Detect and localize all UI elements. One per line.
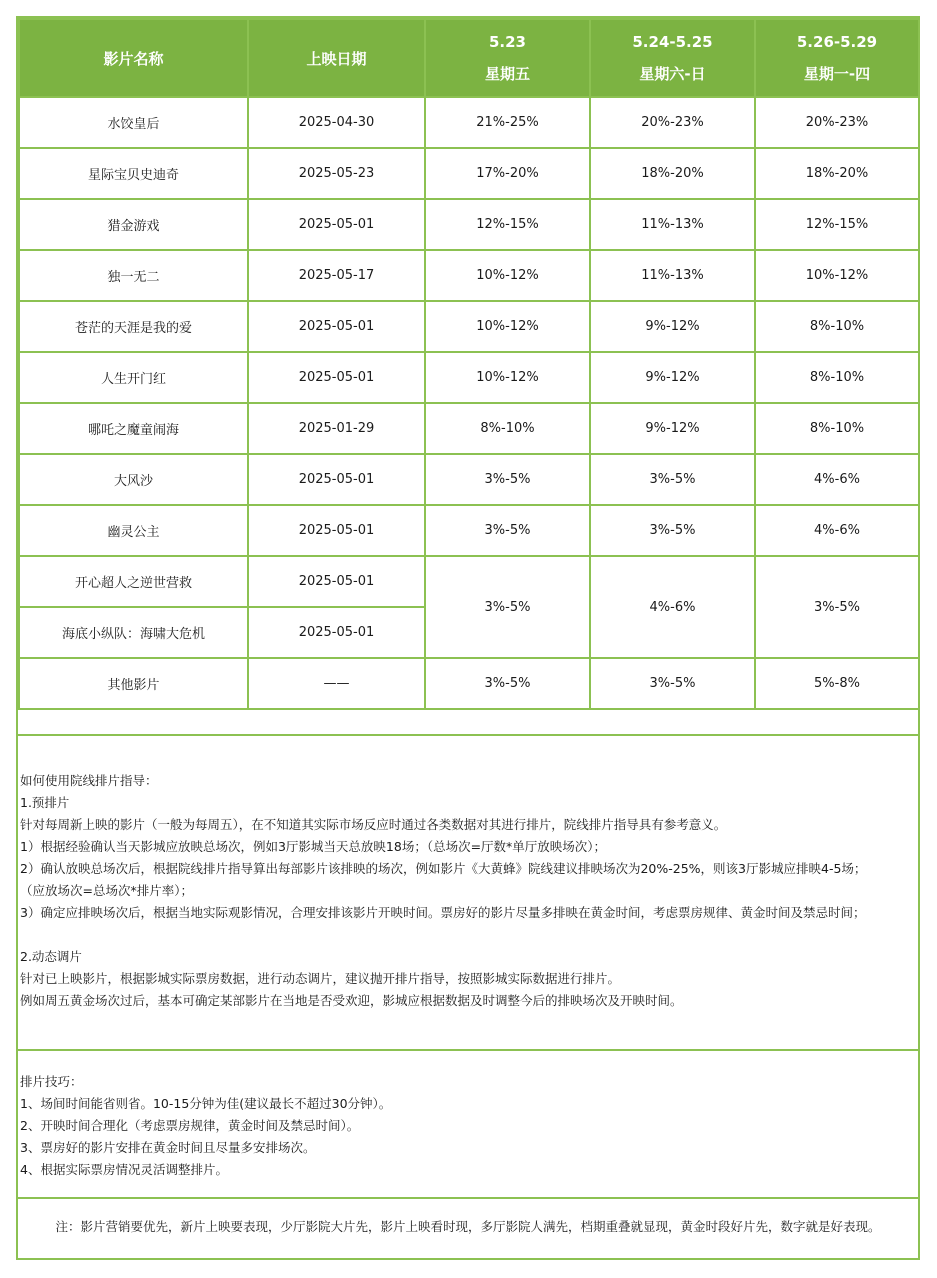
- share-period-1: 3%-5%: [425, 658, 590, 709]
- film-name: 大风沙: [19, 454, 248, 505]
- release-date: 2025-05-01: [248, 556, 425, 607]
- header-release-date: 上映日期: [248, 19, 425, 97]
- guide-s2-title: 2.动态调片: [20, 949, 82, 964]
- release-date: 2025-05-17: [248, 250, 425, 301]
- guide-s1-step2: 2）确认放映总场次后，根据院线排片指导算出每部影片该排映的场次，例如影片《大黄蜂》院线建议排映场次为20%-25%，则该3厅影城应排映4-5场；: [20, 861, 867, 876]
- period-2-day: 星期六-日: [639, 65, 706, 83]
- share-period-1: 10%-12%: [425, 352, 590, 403]
- share-period-2: 3%-5%: [590, 505, 755, 556]
- merged-share-period-1: 3%-5%: [425, 556, 590, 658]
- film-name: 其他影片: [19, 658, 248, 709]
- share-period-2: 9%-12%: [590, 403, 755, 454]
- guide-s1-step3: 3）确定应排映场次后，根据当地实际观影情况，合理安排该影片开映时间。票房好的影片尽量多排映在黄金时间，考虑票房规律、黄金时间及禁忌时间；: [20, 905, 866, 920]
- usage-guide-section: [18, 734, 918, 1049]
- table-row: [19, 148, 919, 199]
- share-period-2: 3%-5%: [590, 454, 755, 505]
- share-period-1: 17%-20%: [425, 148, 590, 199]
- share-period-1: 3%-5%: [425, 454, 590, 505]
- guide-s2-line1: 针对已上映影片，根据影城实际票房数据，进行动态调片，建议抛开排片指导，按照影城实际数据进行排片。: [20, 971, 621, 986]
- share-period-2: 9%-12%: [590, 352, 755, 403]
- period-2-date: 5.24-5.25: [632, 33, 713, 51]
- share-period-1: 8%-10%: [425, 403, 590, 454]
- guide-s1-intro: 针对每周新上映的影片（一般为每周五），在不知道其实际市场反应时通过各类数据对其进行排片，院线排片指导具有参考意义。: [20, 817, 727, 832]
- guide-s2-line2: 例如周五黄金场次过后，基本可确定某部影片在当地是否受欢迎，影城应根据数据及时调整今后的排映场次及开映时间。: [20, 993, 683, 1008]
- period-1-day: 星期五: [484, 65, 530, 83]
- share-period-3: 18%-20%: [755, 148, 919, 199]
- table-row: [19, 403, 919, 454]
- release-date: 2025-05-01: [248, 607, 425, 658]
- guide-s1-step2-formula: （应放场次=总场次*排片率）；: [20, 883, 193, 898]
- share-period-2: 11%-13%: [590, 199, 755, 250]
- share-period-3: 4%-6%: [755, 505, 919, 556]
- share-period-2: 11%-13%: [590, 250, 755, 301]
- film-name: 水饺皇后: [19, 97, 248, 148]
- film-name: 苍茫的天涯是我的爱: [19, 301, 248, 352]
- film-name: 哪吒之魔童闹海: [19, 403, 248, 454]
- table-row: [19, 199, 919, 250]
- share-period-2: 18%-20%: [590, 148, 755, 199]
- share-period-3: 20%-23%: [755, 97, 919, 148]
- share-period-3: 12%-15%: [755, 199, 919, 250]
- share-period-2: 9%-12%: [590, 301, 755, 352]
- tips-section: [18, 1049, 918, 1197]
- tips-title: 排片技巧：: [20, 1074, 83, 1089]
- footer-note: [18, 1197, 918, 1258]
- film-name: 猎金游戏: [19, 199, 248, 250]
- share-period-3: 5%-8%: [755, 658, 919, 709]
- header-film: 影片名称: [19, 19, 248, 97]
- table-row: [19, 352, 919, 403]
- note-text: 注：影片营销要优先，新片上映要表现，少厅影院大片先，影片上映看时现，多厅影院人满先，档期重叠就显现，黄金时段好片先，数字就是好表现。: [55, 1219, 881, 1234]
- guide-s1-step1: 1）根据经验确认当天影城应放映总场次，例如3厅影城当天总放映18场；（总场次=厅数*单厅放映场次）；: [20, 839, 607, 854]
- table-row: [19, 250, 919, 301]
- share-period-1: 10%-12%: [425, 301, 590, 352]
- release-date: 2025-05-01: [248, 199, 425, 250]
- guide-s1-title: 1.预排片: [20, 795, 70, 810]
- share-period-1: 10%-12%: [425, 250, 590, 301]
- table-row: [19, 97, 919, 148]
- film-name: 开心超人之逆世营救: [19, 556, 248, 607]
- share-period-3: 4%-6%: [755, 454, 919, 505]
- share-period-1: 21%-25%: [425, 97, 590, 148]
- table-row: [19, 454, 919, 505]
- film-name: 人生开门红: [19, 352, 248, 403]
- release-date: 2025-05-01: [248, 301, 425, 352]
- header-period-3: [755, 19, 919, 97]
- tip-item: 2、开映时间合理化（考虑票房规律，黄金时间及禁忌时间）。: [20, 1118, 360, 1133]
- table-row: [19, 658, 919, 709]
- table-row: [19, 505, 919, 556]
- release-date: ——: [248, 658, 425, 709]
- release-date: 2025-05-01: [248, 352, 425, 403]
- release-date: 2025-01-29: [248, 403, 425, 454]
- share-period-2: 20%-23%: [590, 97, 755, 148]
- film-name: 独一无二: [19, 250, 248, 301]
- tip-item: 4、根据实际票房情况灵活调整排片。: [20, 1162, 228, 1177]
- share-period-3: 8%-10%: [755, 301, 919, 352]
- merged-share-period-2: 4%-6%: [590, 556, 755, 658]
- merged-share-period-3: 3%-5%: [755, 556, 919, 658]
- table-row: [19, 556, 919, 607]
- tip-item: 1、场间时间能省则省。10-15分钟为佳(建议最长不超过30分钟）。: [20, 1096, 392, 1111]
- release-date: 2025-04-30: [248, 97, 425, 148]
- table-row: [19, 301, 919, 352]
- release-date: 2025-05-23: [248, 148, 425, 199]
- film-name: 星际宝贝史迪奇: [19, 148, 248, 199]
- share-period-1: 3%-5%: [425, 505, 590, 556]
- release-date: 2025-05-01: [248, 505, 425, 556]
- release-date: 2025-05-01: [248, 454, 425, 505]
- film-name: 幽灵公主: [19, 505, 248, 556]
- film-name: 海底小纵队：海啸大危机: [19, 607, 248, 658]
- header-row: [19, 19, 919, 97]
- share-period-3: 8%-10%: [755, 352, 919, 403]
- share-period-3: 10%-12%: [755, 250, 919, 301]
- share-period-1: 12%-15%: [425, 199, 590, 250]
- document-frame: [16, 16, 920, 1260]
- guide-title: 如何使用院线排片指导：: [20, 773, 158, 788]
- header-period-2: [590, 19, 755, 97]
- share-period-2: 3%-5%: [590, 658, 755, 709]
- period-1-date: 5.23: [488, 33, 526, 51]
- header-period-1: [425, 19, 590, 97]
- share-period-3: 8%-10%: [755, 403, 919, 454]
- period-3-date: 5.26-5.29: [796, 33, 878, 51]
- period-3-day: 星期一-四: [803, 65, 871, 83]
- schedule-table: [18, 18, 920, 710]
- tip-item: 3、票房好的影片安排在黄金时间且尽量多安排场次。: [20, 1140, 316, 1155]
